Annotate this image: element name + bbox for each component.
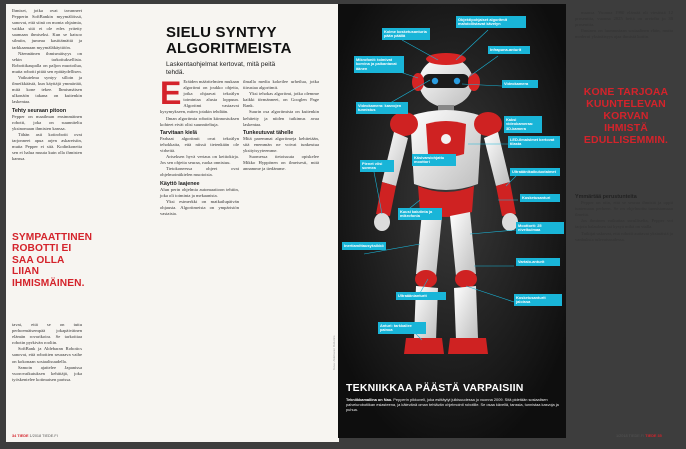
robot-right-shin bbox=[454, 286, 478, 340]
body-paragraph: Jos ihminen vaikuttaa surulliselta, Pepper voi tarjota halauksen tai kysyä mikä on vialla. bbox=[575, 218, 673, 230]
callout-fingers: Pienet viisi sormea bbox=[360, 160, 394, 172]
robot-left-hand bbox=[374, 213, 390, 231]
body-paragraph: Suurin osa algoritmista on kuitenkin kehitetty ja niiden tutkimus avaa laskentaa. bbox=[243, 109, 319, 127]
body-paragraph: Tähän asti kotirobotit ovat tarjonneet apua arjen askareisiin, mutta Pepper ei sitä. Kodinkoneita sen ei halua muuta kuin olla ihmisten kanssa. bbox=[12, 131, 82, 162]
column-5 bbox=[575, 10, 673, 40]
body-paragraph: tavat, että se on tuttu perhoemäisempää jokapäiväinen elämän rovarikoira. Se tarkoittaa robotin pyrkivän rooliin. bbox=[12, 322, 82, 346]
column-1 bbox=[12, 8, 82, 162]
magazine-name: TIEDE bbox=[17, 434, 29, 438]
callout-face-recognition: Videokamera: kasvojen tunnistus bbox=[356, 102, 408, 114]
body-paragraph: Samoin ajattelee Japanissa vuorovaikutuksen kehittäjä, joka työskentelee kotimaisen parissa. bbox=[12, 364, 82, 382]
callout-motors: Moottorit: 25 nivelkulmaa bbox=[516, 222, 564, 234]
robot-left-knee bbox=[415, 270, 437, 288]
robot-head-top bbox=[426, 53, 466, 65]
body-paragraph: Vaikutelma syntyy silloin ja ilmeikkäästä, kun käyttäjä ymmärtää, mitä kone tekee. Ihmismäisen ulkonäön takana on kuitenkin laskentaa. bbox=[12, 75, 82, 105]
body-paragraph: Ilman algoritmia robotin kiinnostuksen kohteet eivät olisi suunniteltuja. bbox=[160, 115, 239, 127]
callout-head-sensor: Kolme kosketusanturia pään päällä bbox=[382, 28, 430, 40]
subheading: Tehty seuraan pitoon bbox=[12, 107, 67, 114]
subheading: Käyttö laajenee bbox=[160, 180, 200, 187]
callout-inertial-unit: Inertiamittausyksikkö bbox=[342, 242, 386, 250]
body-paragraph: Parhaat algoritmit ovat tekoälyn tehokkaita, että niissä tietenkään ole virheitä. bbox=[160, 135, 239, 154]
body-paragraph: ilmalla media kokeilee urheilua, jotka tiirustaa algoritmit. bbox=[243, 79, 319, 91]
robot-left-ear bbox=[412, 73, 424, 91]
callout-arm-motor: Käsivarsiohjattu moottori bbox=[412, 154, 456, 166]
subheading: Tarvitaan kielä bbox=[160, 129, 198, 136]
photo-credit: Kuva: Aldebaran Robotics bbox=[332, 335, 336, 370]
callout-body-sensors: Vartalo-anturit bbox=[516, 258, 560, 266]
body-paragraph: Pepper on maailman ensimmäinen robotti, joka on suunniteltu yksinomaan ihmisten kanssa. bbox=[12, 113, 82, 131]
issue-label: 1/2018 TIEDE.FI bbox=[29, 434, 58, 438]
drop-cap: E bbox=[160, 75, 182, 111]
body-paragraph: Pepper on niin, että se seuraa ihmisiä ja oppii tuntemaan perheen. Se on ohjelmoitu tunnistamaan ilmeitä. bbox=[575, 200, 673, 218]
column-4 bbox=[243, 79, 319, 172]
photo-title: TEKNIIKKAA PÄÄSTÄ VARPAISIIN bbox=[346, 382, 524, 394]
callout-touch-sensor: Kosketusanturi bbox=[520, 194, 560, 202]
body-paragraph: Eräiden määritelmien mukaan algoritmi on joukko ohjeita, jotka ohjaavat tekoälyn toimintaa alusta loppuun. Algoritmi vastaavat kysymykseen, miten jotakin tehdään. bbox=[160, 79, 239, 115]
article-title: SIELU SYNTYY ALGORITMEISTA bbox=[166, 24, 292, 57]
column-2 bbox=[12, 322, 82, 383]
pull-quote: SYMPAATTINEN ROBOTTI EI SAA OLLA LIIAN IHMISMÄINEN. bbox=[12, 232, 93, 289]
robot-face-visor bbox=[423, 74, 469, 88]
callout-videocamera: Videokamera bbox=[502, 80, 538, 88]
callout-ultrasonic: Ultraäänianturit bbox=[396, 292, 446, 300]
article-lede: Laskentaohjelmat kertovat, mitä peitä tehdä. bbox=[166, 61, 276, 76]
body-paragraph: Yksi tehokas algoritmi, jotka olemme kaikki törmänneet, on Googlen Page Rank. bbox=[243, 91, 319, 109]
robot-right-foot bbox=[448, 338, 488, 354]
callout-ultrasound: Ultraäänikaikuluotaimet bbox=[510, 168, 560, 176]
caption-text: Pepperin pikkuveli, joka esittäytyi julkisuudessa jo vuonna 2009. Sitä pidetään sosiaalisen palvelurobotiikan esiasteena, ja kätevänä oman tehtävän ohjelmointi robotille. Se osaa kävellä, tanssia, tunnistaa kasvoja ja puhua. bbox=[346, 397, 559, 412]
caption-lead: Tekniikkamallina on Nao. bbox=[346, 397, 393, 402]
body-paragraph: Tietokoneessa ohjeet ovat ohjelmointikielen muotoisia. bbox=[160, 166, 239, 178]
robot-chest-button bbox=[441, 134, 451, 144]
callout-3d-camera: Kaksi videokameraa: 3D-kamera bbox=[504, 116, 542, 133]
body-paragraph: Mitä paremmat algoritmeja kehitetään, sitä enemmän ne voivat tunkeutua yksityisyyteemme. bbox=[243, 135, 319, 154]
robot-photo bbox=[338, 4, 566, 438]
subheading: Ymmärtää perustunteita bbox=[575, 194, 637, 200]
callout-speakers: Kuusi kaiutinta ja mikrofonia bbox=[398, 208, 442, 220]
body-paragraph: Näennäinen ihmismäisyys on sekin tarkoituksellista. Robottikaupalla on paljon muotoilua, mutta robotti pitää sen epätäydellisen. bbox=[12, 50, 82, 74]
page-number: 34 bbox=[12, 434, 17, 438]
column-3 bbox=[160, 75, 239, 217]
folio-left bbox=[12, 434, 58, 438]
robot-right-knee bbox=[455, 270, 477, 288]
body-paragraph: Yksi esimerkki on matkailupäivän ohjausta. Algoritmeista on ympäristön vastaisia. bbox=[160, 198, 239, 216]
subheading: Tunkeutuvat tähelle bbox=[243, 129, 294, 136]
body-paragraph: Ihmiset, jotka ovat tavanneet Pepperin SoftBankin myymälöissä, sanovat, että siinä on monta ohjaimia, vaikka sitä ei ole edes yritetty saamaan ihmiseksi. Kun se katsoo silmiin, jumeaa kasittämättä ja tarkkaamaan myymäläkäyttöön. bbox=[12, 8, 82, 50]
robot-left-foot bbox=[404, 338, 444, 354]
robot-left-eye bbox=[432, 78, 438, 84]
callout-foot-touch: Kosketusanturit jaloissa bbox=[514, 294, 562, 306]
photo-caption bbox=[346, 397, 560, 412]
body-paragraph: Suomessa tietoisuuta opiskelee Mikko Hyppönen on ilmeisesti, mitä annamme ja tiedämme. bbox=[243, 154, 319, 172]
robot-right-eye bbox=[454, 78, 460, 84]
body-paragraph: SoftBank ja Aldebaran Robotics sanovat, että robottien seuraava vaihe on kokonaan sosiaalisuudella. bbox=[12, 346, 82, 364]
issue-label: 1/2018 TIEDE.FI bbox=[616, 434, 645, 438]
callout-led: LED-ilmaisimet kertovat tilasta bbox=[508, 136, 560, 148]
body-paragraph: Alun perin ohjelmia automaatioon tehtiin, joka oli toiminta ja mekaanista. bbox=[160, 186, 239, 198]
callout-microphones: Mikrofonit: toimivat korvina ja paikantavat äänen bbox=[354, 56, 404, 73]
body-paragraph: maassa. Vuonna 1990 elämää oli viestistä 12 prosenttia, vuonna 2025 heitä on arviolta jo 30 prosenttia. bbox=[575, 10, 673, 28]
body-paragraph: Ihminen on luonnostaan sosiaalinen eläin, mutta moderni yksinäisyys ajaa ihmisiä kotiin. bbox=[575, 28, 673, 40]
robot-right-ear bbox=[468, 73, 480, 91]
page-number: 35 bbox=[657, 434, 662, 438]
column-5-lower bbox=[575, 192, 673, 243]
left-page bbox=[6, 4, 339, 442]
pull-quote-right: KONE TARJOAA KUUNTELEVAN KORVAN IHMISTÄ EDULLISEMMIN. bbox=[583, 86, 669, 146]
body-paragraph: Tutkijat uskovat, että robotit auttavat yksinäisiä ja vanhuksia tulevaisuudessa. bbox=[575, 230, 673, 242]
magazine-name: TIEDE bbox=[645, 434, 657, 438]
callout-weight-sensor: Anturi: tarkkailee painoa bbox=[378, 322, 426, 334]
folio-right bbox=[616, 434, 662, 438]
callout-algorithms: Objektipohjaiset algoritmit mahdollistavat kävelyn bbox=[456, 16, 526, 28]
callout-infrared: Infrapuna-anturit bbox=[488, 46, 530, 54]
body-paragraph: Ariseksen hyvä vertaus on keittokirja. Jos sen ohjeita seuraa, ruoka onnistuu. bbox=[160, 154, 239, 166]
